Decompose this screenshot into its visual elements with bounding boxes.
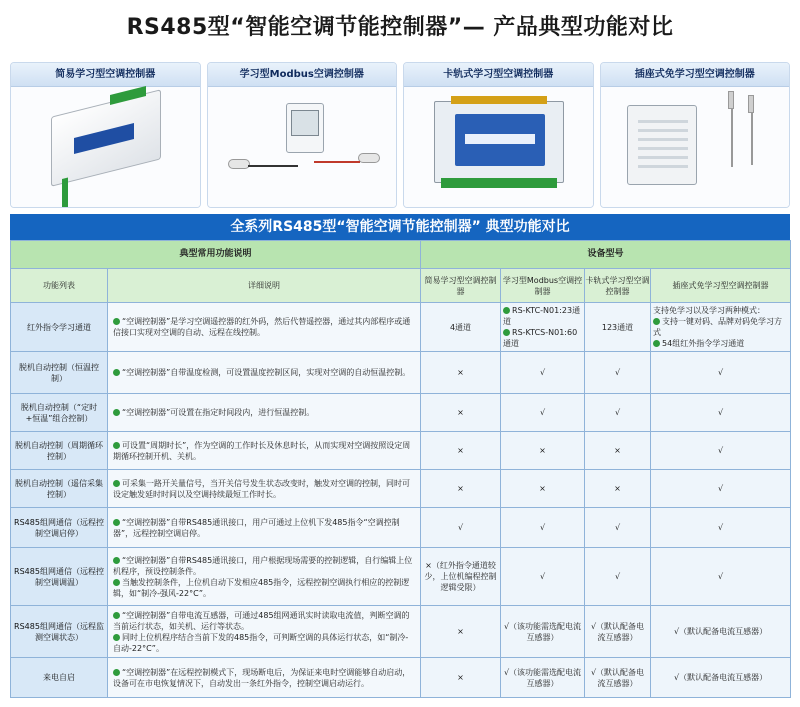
feature-cell: 脱机自动控制（周期循环控制） [11, 432, 108, 470]
table-row [11, 352, 791, 394]
bullet-icon [113, 669, 120, 676]
bullet-icon [653, 318, 660, 325]
column-header-feature: 功能列表 [11, 269, 108, 303]
product-name: 卡轨式学习型空调控制器 [404, 63, 593, 87]
value-cell: √（默认配备电流互感器） [585, 606, 651, 658]
value-cell: × [421, 606, 501, 658]
bullet-icon [113, 634, 120, 641]
bullet-icon [113, 519, 120, 526]
value-cell: × [421, 432, 501, 470]
bullet-icon [113, 612, 120, 619]
table-row [11, 470, 791, 508]
detail-cell: “空调控制器”自带RS485通讯接口，用户可通过上位机下发485指令“空调控制器”，远程控制空调启停。 [108, 508, 421, 548]
value-cell: √ [651, 432, 791, 470]
feature-cell: 来电自启 [11, 658, 108, 698]
value-cell: √ [501, 394, 585, 432]
product-card-simple [10, 62, 201, 208]
detail-cell: 可采集一路开关量信号，当开关信号发生状态改变时，触发对空调的控制，同时可设定触发延时时间以及空调持续最短工作时长。 [108, 470, 421, 508]
value-cell: √ [651, 508, 791, 548]
table-row [11, 432, 791, 470]
value-cell: × [421, 470, 501, 508]
product-card-socket [600, 62, 791, 208]
value-cell: √ [585, 394, 651, 432]
product-name: 学习型Modbus空调控制器 [208, 63, 397, 87]
value-cell: √（默认配备电流互感器） [585, 658, 651, 698]
value-cell: × [501, 470, 585, 508]
detail-cell: “空调控制器”自带温度检测，可设置温度控制区间，实现对空调的自动恒温控制。 [108, 352, 421, 394]
product-image-modbus [208, 87, 397, 207]
column-header-detail: 详细说明 [108, 269, 421, 303]
bullet-icon [113, 369, 120, 376]
product-card-din-rail [403, 62, 594, 208]
value-cell: √（该功能需选配电流互感器） [501, 606, 585, 658]
value-cell: 4通道 [421, 303, 501, 352]
value-cell: 支持免学习以及学习两种模式： 支持一键对码、品牌对码免学习方式 54组红外指令学习通道 [651, 303, 791, 352]
section-header-functions: 典型常用功能说明 [11, 241, 421, 269]
detail-cell: “空调控制器”在远程控制模式下，现场断电后，为保证来电时空调能够自动启动，设备可在市电恢复情况下，自动发出一条红外指令，控制空调启动运行。 [108, 658, 421, 698]
feature-cell: RS485组网通信（远程控制空调启停） [11, 508, 108, 548]
feature-cell: 红外指令学习通道 [11, 303, 108, 352]
product-image-socket [601, 87, 790, 207]
detail-cell: “空调控制器”是学习空调遥控器的红外码，然后代替遥控器，通过其内部程序或通信接口实现对空调的自动、远程在线控制。 [108, 303, 421, 352]
detail-cell: “空调控制器”自带RS485通讯接口，用户根据现场需要的控制逻辑，自行编辑上位机程序，预设控制条件。 当触发控制条件，上位机自动下发相应485指令，远程控制空调执行相应的控制逻辑，如“制冷-强风-22°C”。 [108, 548, 421, 606]
product-image-din-rail [404, 87, 593, 207]
bullet-icon [113, 442, 120, 449]
table-row [11, 548, 791, 606]
bullet-icon [653, 340, 660, 347]
value-cell: × [585, 470, 651, 508]
bullet-icon [113, 579, 120, 586]
table-row [11, 606, 791, 658]
value-cell: √ [585, 548, 651, 606]
value-cell: √ [501, 352, 585, 394]
column-header-model: 学习型Modbus空调控制器 [501, 269, 585, 303]
value-cell: √ [651, 394, 791, 432]
detail-cell: “空调控制器”可设置在指定时间段内，进行恒温控制。 [108, 394, 421, 432]
product-name: 插座式免学习型空调控制器 [601, 63, 790, 87]
product-card-modbus [207, 62, 398, 208]
detail-cell: 可设置“周期时长”，作为空调的工作时长及休息时长，从而实现对空调按照设定周期循环控制开机、关机。 [108, 432, 421, 470]
value-cell: √（默认配备电流互感器） [651, 606, 791, 658]
value-cell: √ [501, 508, 585, 548]
product-gallery [10, 62, 790, 208]
value-cell: RS-KTC-N01:23通道 RS-KTCS-N01:60通道 [501, 303, 585, 352]
value-cell: √ [651, 470, 791, 508]
table-row [11, 394, 791, 432]
value-cell: √ [585, 352, 651, 394]
value-cell: 123通道 [585, 303, 651, 352]
detail-cell: “空调控制器”自带电流互感器，可通过485组网通讯实时读取电流值，判断空调的当前运行状态，如关机、运行等状态。 同时上位机程序结合当前下发的485指令，可判断空调的具体运行状态，如“制冷-自动-22°C”。 [108, 606, 421, 658]
column-header-model: 插座式免学习型空调控制器 [651, 269, 791, 303]
feature-cell: 脱机自动控制（恒温控制） [11, 352, 108, 394]
value-cell: × [421, 394, 501, 432]
bullet-icon [113, 318, 120, 325]
value-cell: × [421, 352, 501, 394]
value-cell: √ [501, 548, 585, 606]
bullet-icon [503, 329, 510, 336]
page-title: RS485型“智能空调节能控制器”— 产品典型功能对比 [126, 15, 674, 40]
value-cell: √ [585, 508, 651, 548]
bullet-icon [113, 557, 120, 564]
value-cell: × [501, 432, 585, 470]
value-cell: √（默认配备电流互感器） [651, 658, 791, 698]
bullet-icon [113, 480, 120, 487]
bullet-icon [503, 307, 510, 314]
feature-cell: RS485组网通信（远程控制空调调温） [11, 548, 108, 606]
product-name: 简易学习型空调控制器 [11, 63, 200, 87]
feature-cell: RS485组网通信（远程监测空调状态） [11, 606, 108, 658]
product-image-simple [11, 87, 200, 207]
value-cell: × [421, 658, 501, 698]
feature-cell: 脱机自动控制（遥信采集控制） [11, 470, 108, 508]
section-header-models: 设备型号 [421, 241, 791, 269]
comparison-table [10, 240, 791, 698]
comparison-table-title: 全系列RS485型“智能空调节能控制器” 典型功能对比 [10, 214, 790, 240]
table-row [11, 303, 791, 352]
table-row [11, 508, 791, 548]
value-cell: √（该功能需选配电流互感器） [501, 658, 585, 698]
value-cell: √ [421, 508, 501, 548]
value-cell: √ [651, 548, 791, 606]
bullet-icon [113, 409, 120, 416]
feature-cell: 脱机自动控制（“定时+恒温”组合控制） [11, 394, 108, 432]
column-header-model: 简易学习型空调控制器 [421, 269, 501, 303]
column-header-model: 卡轨式学习型空调控制器 [585, 269, 651, 303]
value-cell: × [585, 432, 651, 470]
value-cell: ×（红外指令通道较少，上位机编程控制逻辑受限） [421, 548, 501, 606]
value-cell: √ [651, 352, 791, 394]
table-row [11, 658, 791, 698]
